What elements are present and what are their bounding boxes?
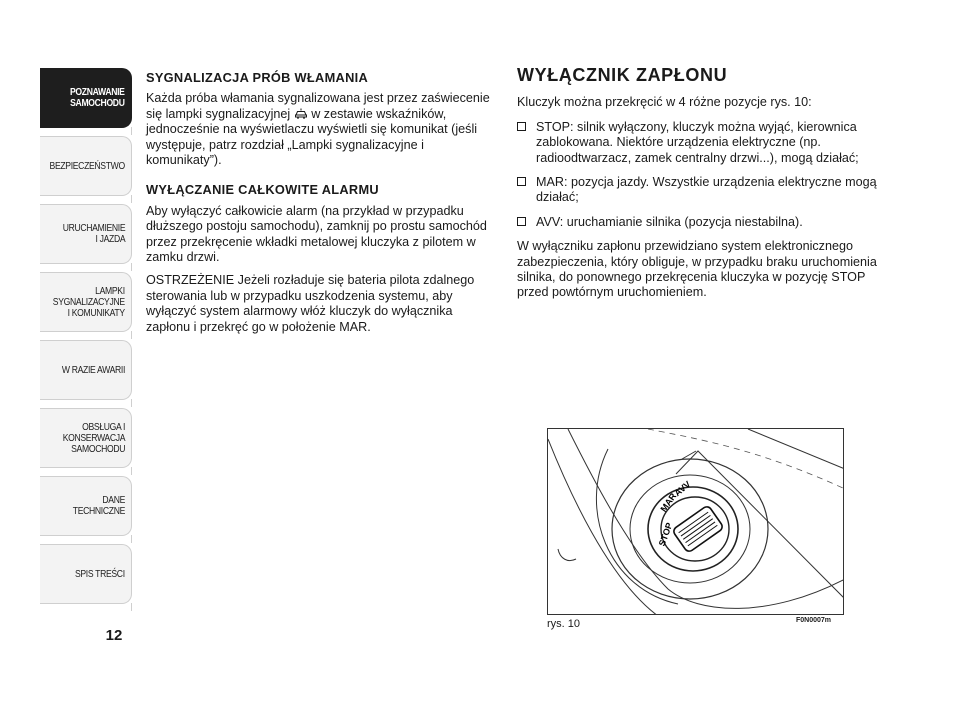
list-item-text: STOP: silnik wyłączony, kluczyk można wyjąć, kierownica zablokowana. Niektóre urządzenia elektryczne (np. radioodtwarzacz, zamek centralny drzwi...), mogą działać; (536, 119, 859, 165)
chapter-sidebar (40, 68, 132, 612)
section-heading-alarm-signal: SYGNALIZACJA PRÓB WŁAMANIA (146, 70, 369, 85)
tab-lampki-sygnalizacyjne[interactable] (40, 272, 132, 332)
tab-poznawanie-samochodu[interactable] (40, 68, 132, 128)
section-title-ignition: WYŁĄCZNIK ZAPŁONU (517, 65, 728, 85)
car-alarm-icon (294, 108, 308, 119)
tab-label: DANE TECHNICZNE (72, 494, 125, 517)
tab-w-razie-awarii[interactable] (40, 340, 132, 400)
tab-uruchamienie-i-jazda[interactable] (40, 204, 132, 264)
tab-label: LAMPKI SYGNALIZACYJNE I KOMUNIKATY (53, 284, 125, 319)
text-segment: w zestawie wskaźników, jednocześnie na wyświetlaczu wyświetli się komunikat (jeśli występuje, patrz rozdział „Lampki sygnalizacyjne i komunikaty”). (146, 106, 478, 168)
paragraph-immobilizer: W wyłączniku zapłonu przewidziano system elektronicznego zabezpieczenia, który obliguje, w przypadku braku uruchomienia silnika, do ponownego przekręcenia kluczyka w pozycję STOP przed powtórnym uruchomieniem. (517, 239, 877, 300)
tab-bezpieczenstwo[interactable] (40, 136, 132, 196)
checkbox-bullet-icon (517, 217, 526, 226)
ignition-switch-figure (547, 428, 844, 615)
tab-label: SPIS TREŚCI (75, 567, 125, 580)
tab-label: POZNAWANIE SAMOCHODU (70, 86, 125, 109)
tab-dane-techniczne[interactable] (40, 476, 132, 536)
paragraph-alarm-signal (146, 91, 496, 168)
tab-obsluga-i-konserwacja[interactable] (40, 408, 132, 468)
figure-caption: rys. 10 (547, 618, 581, 630)
list-item (517, 120, 877, 166)
checkbox-bullet-icon (517, 122, 526, 131)
paragraph-alarm-off: Aby wyłączyć całkowicie alarm (na przykład w przypadku dłuższego postoju samochodu), zamknij po prostu samochód przez przekręcenie wkładki metalowej kluczyka z pilotem w zamku drzwi. (146, 203, 487, 265)
label-avv: AVV (672, 479, 693, 499)
section-heading-alarm-off: WYŁĄCZANIE CAŁKOWITE ALARMU (146, 182, 379, 198)
checkbox-bullet-icon (517, 177, 526, 186)
tab-spis-tresci[interactable] (40, 544, 132, 604)
paragraph-intro: Kluczyk można przekręcić w 4 różne pozycje rys. 10: (517, 95, 812, 110)
list-item (517, 175, 877, 206)
right-column (517, 65, 877, 310)
ignition-switch-illustration (548, 429, 844, 615)
text-segment: Każda próba włamania sygnalizowana jest przez zaświecenie się lampki sygnalizacyjnej (146, 91, 490, 121)
tab-label: W RAZIE AWARII (61, 363, 125, 376)
page-number: 12 (105, 627, 123, 644)
list-item-text: MAR: pozycja jazdy. Wszystkie urządzenia elektryczne mogą działać; (536, 175, 877, 205)
ignition-positions-list (517, 120, 877, 230)
label-stop: STOP (656, 521, 675, 548)
tab-label: OBSŁUGA I KONSERWACJA SAMOCHODU (62, 420, 125, 455)
paragraph-warning: OSTRZEŻENIE Jeżeli rozładuje się bateria pilota zdalnego sterowania lub w przypadku uszkodzenia systemu, aby wyłączyć system alarmowy włóż kluczyk do wyłącznika zapłonu i przekręć go w położenie MAR. (146, 273, 475, 334)
label-mar: MAR (658, 491, 679, 514)
tab-label: URUCHAMIENIE I JAZDA (62, 222, 125, 245)
tab-label: BEZPIECZEŃSTWO (49, 159, 125, 172)
left-column (146, 70, 496, 343)
figure-code: F0N0007m (796, 617, 832, 624)
list-item-text: AVV: uruchamianie silnika (pozycja niestabilna). (536, 214, 803, 229)
list-item (517, 215, 877, 230)
